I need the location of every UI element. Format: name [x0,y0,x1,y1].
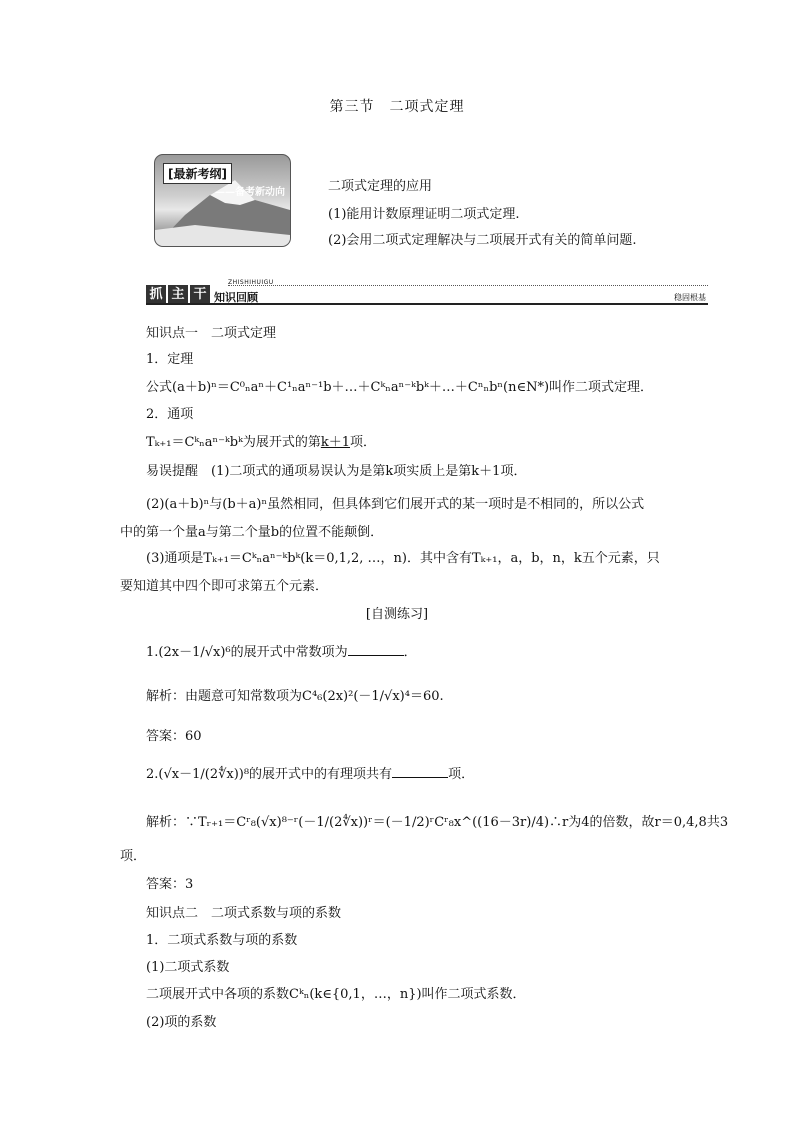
answer-2: 答案：3 [146,877,194,892]
banner-image [154,154,291,247]
kp2-s1-text: 二项展开式中各项的系数Cᵏₙ(k∈{0,1，…，n})叫作二项式系数． [146,987,526,1002]
kp1-title: 知识点一 二项式定理 [146,326,277,341]
analysis-2b: 项． [120,849,147,864]
warn-3a: (3)通项是Tₖ₊₁＝Cᵏₙaⁿ⁻ᵏbᵏ(k＝0,1,2, …，n)．其中含有Tₖ₊₁，a，b，n，k五个元素，只 [146,551,660,566]
answer-1: 答案：60 [146,729,202,744]
section-box-2: 主 [168,285,188,304]
curriculum-heading: 二项式定理的应用 [328,179,433,194]
warn-2a: (2)(a＋b)ⁿ与(b＋a)ⁿ虽然相同，但具体到它们展开式的某一项时是不相同的，所以公式 [146,497,645,512]
section-pinyin: ZHISHIHUIGU [228,279,274,286]
kp2-s2: (2)项的系数 [146,1015,217,1030]
question-1: 1.(2x－1/√x)⁶的展开式中常数项为 ． [146,645,417,660]
section-name: 知识回顾 [214,291,258,304]
banner-subtitle: ——备考新动向 [215,187,285,198]
kp1-general-term: Tₖ₊₁＝Cᵏₙaⁿ⁻ᵏbᵏ为展开式的第k＋1项． [146,435,377,450]
banner-tag: [最新考纲] [163,163,232,184]
warn-3b: 要知道其中四个即可求第五个元素． [120,579,329,594]
answer-blank-1 [348,643,404,656]
kp1-h2: 2．通项 [146,407,194,422]
question-2: 2.(√x－1/(2∜x))⁸的展开式中的有理项共有 项． [146,767,475,782]
section-bar [146,281,708,305]
curriculum-item-1: (1)能用计数原理证明二项式定理. [328,207,520,222]
kp1-h1: 1．定理 [146,352,194,367]
kp1-formula: 公式(a＋b)ⁿ＝C⁰ₙaⁿ＋C¹ₙaⁿ⁻¹b＋…＋Cᵏₙaⁿ⁻ᵏbᵏ＋…＋Cⁿₙbⁿ(n∈N*)叫作二项式定理． [146,380,654,395]
kp2-s1: (1)二项式系数 [146,960,230,975]
curriculum-item-2: (2)会用二项式定理解决与二项展开式有关的简单问题. [328,233,637,248]
section-box-3: 干 [190,285,210,304]
section-right-label: 稳固根基 [674,293,706,302]
analysis-2a: 解析：∵Tᵣ₊₁＝Cʳ₈(√x)⁸⁻ʳ(－1/(2∜x))ʳ＝(－1/2)ʳCʳ₈x^((16－3r)/4)∴r为4的倍数，故r＝0,4,8共3 [146,815,729,830]
kp2-h1: 1．二项式系数与项的系数 [146,933,298,948]
kp2-title: 知识点二 二项式系数与项的系数 [146,906,342,921]
self-test-heading: [自测练习] [365,607,429,622]
analysis-1: 解析：由题意可知常数项为C⁴₆(2x)²(－1/√x)⁴＝60. [146,689,444,704]
page-title: 第三节 二项式定理 [329,99,465,115]
warn-2b: 中的第一个量a与第二个量b的位置不能颠倒． [120,525,384,540]
section-box-1: 抓 [146,285,166,304]
answer-blank-2 [392,765,448,778]
warn-1: 易误提醒 (1)二项式的通项易误认为是第k项实质上是第k＋1项． [146,464,527,479]
